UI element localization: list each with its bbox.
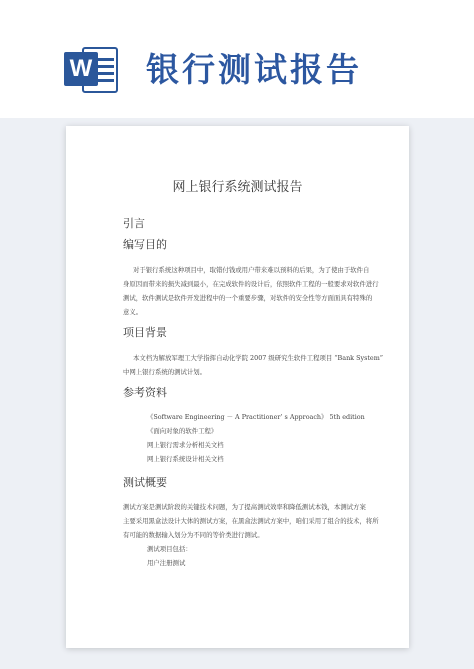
- paragraph-line: 测试，软件测试是软件开发进程中的一个重要步骤，对软件的安全性等方面面具有特殊的: [123, 294, 373, 302]
- word-icon: [64, 44, 120, 96]
- paragraph-line: 中网上银行系统的测试计划。: [123, 368, 207, 376]
- page-title: 银行测试报告: [146, 50, 362, 89]
- paragraph-line: 主要采用黑盒法设计大体的测试方案，在黑盒法测试方案中，咱们采用了组合的技术，将所: [123, 517, 379, 525]
- header-banner: [0, 0, 474, 118]
- document-title: 网上银行系统测试报告: [172, 180, 303, 195]
- reference-item: 《Software Engineering － A Practitioner’ s Approach》 5th edition: [147, 413, 365, 421]
- document-page: [66, 126, 409, 648]
- paragraph-line: 测试项目包括：: [147, 545, 192, 553]
- reference-item: 《面向对象的软件工程》: [147, 427, 218, 435]
- section-heading-references: 参考资料: [123, 386, 167, 399]
- reference-item: 网上银行系统设计相关文档: [147, 455, 224, 463]
- section-heading-background: 项目背景: [123, 326, 167, 339]
- section-heading-intro: 引言: [123, 217, 145, 230]
- paragraph-line: 对于银行系统这种项目中，取错付钱或用户带来难以预料的后果，为了使由于软件自: [133, 266, 370, 274]
- section-heading-overview: 测试概要: [123, 476, 167, 489]
- paragraph-line: 有可能的数据输入划分为不同的等价类进行测试。: [123, 531, 264, 539]
- reference-item: 网上银行需求分析相关文档: [147, 441, 224, 449]
- paragraph-line: 本文档为解放军理工大学指挥自动化学院 2007 级研究生软件工程项目 “Bank System”: [133, 354, 384, 362]
- word-badge: W: [64, 52, 98, 86]
- paragraph-line: 意义。: [123, 308, 143, 316]
- section-heading-purpose: 编写目的: [123, 238, 167, 251]
- paragraph-line: 测试方案是测试阶段的关键技术问题，为了提高测试效率和降低测试本钱，本测试方案: [123, 503, 366, 511]
- paragraph-line: 用户注册测试: [147, 559, 186, 567]
- paragraph-line: 身原因而带来的损失减到最小，在完成软件的设计后，依照软件工程的一般要求对软件进行: [123, 280, 379, 288]
